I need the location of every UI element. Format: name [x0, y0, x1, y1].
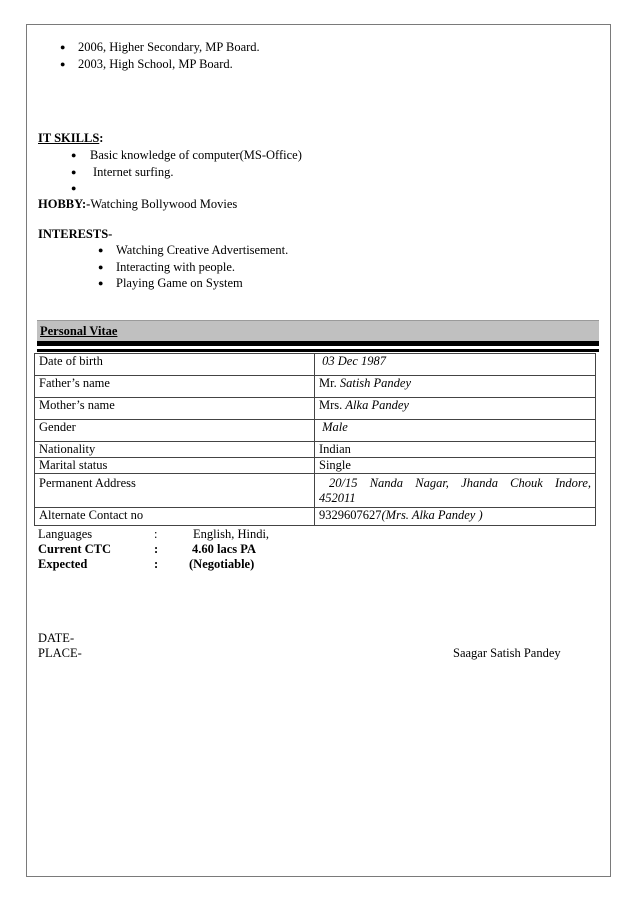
nationality-label: Nationality — [35, 442, 315, 458]
bullet: ● — [98, 278, 104, 288]
current-ctc-label: Current CTC — [38, 542, 112, 556]
bullet: ● — [98, 245, 104, 255]
alt-contact-label: Alternate Contact no — [35, 508, 315, 526]
it-skill-item: Basic knowledge of computer(MS-Office) — [90, 148, 302, 162]
table-row — [35, 420, 596, 442]
dob-value: 03 Dec 1987 — [315, 354, 596, 376]
it-skill-item: Internet surfing. — [93, 165, 174, 179]
interest-item: Interacting with people. — [116, 260, 236, 274]
expected-label: Expected — [38, 557, 88, 571]
table-row — [35, 442, 596, 458]
father-value: Mr. Satish Pandey — [315, 376, 596, 398]
marital-label: Marital status — [35, 458, 315, 474]
dob-label: Date of birth — [35, 354, 315, 376]
bullet: ● — [98, 262, 104, 272]
bullet: ● — [71, 183, 77, 193]
interest-item: Playing Game on System — [116, 276, 243, 290]
signature-name: Saagar Satish Pandey — [453, 646, 561, 660]
divider — [37, 349, 599, 352]
mother-label: Mother’s name — [35, 398, 315, 420]
place-label: PLACE- — [38, 646, 82, 660]
divider — [37, 341, 599, 346]
gender-label: Gender — [35, 420, 315, 442]
marital-value: Single — [315, 458, 596, 474]
bullet: ● — [71, 167, 77, 177]
address-line: 452011 — [319, 491, 356, 505]
bullet: ● — [60, 42, 66, 52]
address-value — [315, 474, 596, 508]
alt-contact-value: 9329607627(Mrs. Alka Pandey ) — [315, 508, 596, 526]
current-ctc-sep: : — [154, 542, 159, 556]
table-row — [35, 354, 596, 376]
gender-value: Male — [315, 420, 596, 442]
personal-vitae-title: Personal Vitae — [40, 324, 118, 338]
personal-vitae-table — [34, 353, 596, 526]
hobby-line: HOBBY:-Watching Bollywood Movies — [38, 197, 238, 211]
father-label: Father’s name — [35, 376, 315, 398]
it-skills-heading: IT SKILLS: — [38, 131, 104, 145]
languages-sep: : — [154, 527, 158, 541]
education-item: 2006, Higher Secondary, MP Board. — [78, 40, 260, 54]
nationality-value: Indian — [315, 442, 596, 458]
table-row — [35, 458, 596, 474]
address-label: Permanent Address — [35, 474, 315, 508]
date-label: DATE- — [38, 631, 75, 645]
personal-vitae-bar — [37, 320, 599, 341]
bullet: ● — [71, 150, 77, 160]
expected-sep: : — [154, 557, 159, 571]
languages-value: English, Hindi, — [193, 527, 270, 541]
table-row — [35, 508, 596, 526]
education-item: 2003, High School, MP Board. — [78, 57, 233, 71]
languages-label: Languages — [38, 527, 93, 541]
current-ctc-value: 4.60 lacs PA — [192, 542, 256, 556]
mother-value: Mrs. Alka Pandey — [315, 398, 596, 420]
interest-item: Watching Creative Advertisement. — [116, 243, 289, 257]
table-row — [35, 398, 596, 420]
table-row — [35, 376, 596, 398]
expected-value: (Negotiable) — [189, 557, 255, 571]
address-line: 20/15 Nanda Nagar, Jhanda Chouk Indore, — [329, 476, 591, 490]
table-row — [35, 474, 596, 508]
bullet: ● — [60, 59, 66, 69]
interests-heading: INTERESTS- — [38, 227, 113, 241]
